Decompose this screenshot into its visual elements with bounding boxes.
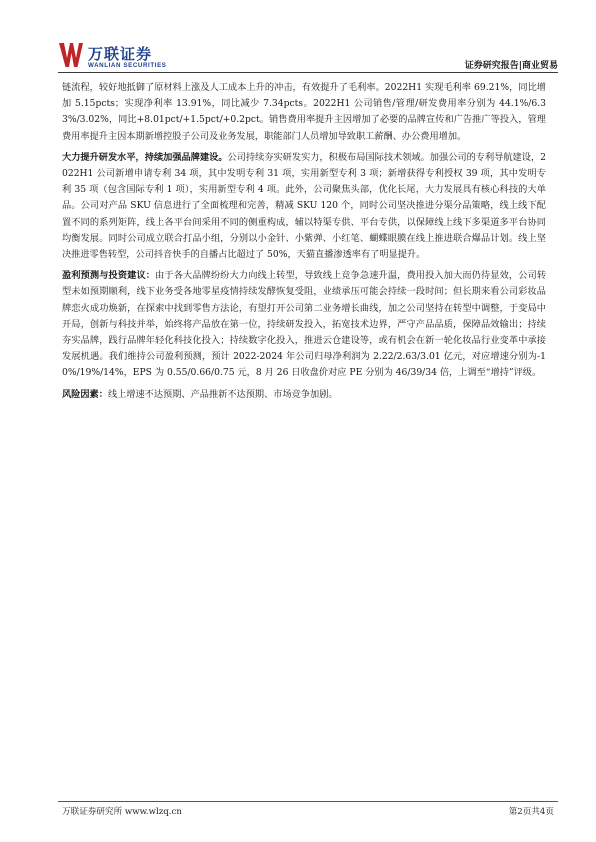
footer-divider (58, 801, 558, 802)
report-type-label: 证券研究报告|商业贸易 (464, 61, 558, 71)
paragraph-risk (62, 387, 546, 403)
page-number: 第2页共4页 (508, 807, 554, 817)
paragraph-rd-brand (62, 150, 546, 263)
header-divider (58, 72, 558, 73)
wanlian-logo-icon (58, 40, 84, 70)
logo-english-name: WANLIAN SECURITIES (88, 62, 167, 69)
paragraph-profitability (62, 80, 546, 145)
logo-chinese-name: 万联证券 (88, 45, 153, 63)
paragraph-text: 链流程，较好地抵御了原材料上涨及人工成本上升的冲击，有效提升了毛利率。2022H1 实现毛利率 69.21%，同比增加 5.15pcts；实现净利率 13.91%，同比减少 7.34pcts。2022H1 公司销售/管理/研发费用率分别为 44.1%/6.33%/3.02%，同比+8.01pct/+1.5pct/+0.2pct。销售费用率提升主因增加了必要的品牌宣传和广告推广等投入，管理费用率提升主因本期新增控股子公司及业务发展，职能部门人员增加导致职工薪酬、办公费用增加。 (62, 82, 546, 142)
paragraph-forecast (62, 268, 546, 381)
report-body (62, 80, 546, 408)
paragraph-text: 公司持续夯实研发实力，积极布局国际技术领域。加强公司的专利导航建设，2022H1 公司新增申请专利 34 项，其中发明专利 31 项，实用新型专利 3 项；新增获得专利授权 39 项，其中发明专利 35 项（包含国际专利 1 项），实用新型专利 4 项。此外，公司聚焦头部，优化长尾，大力发展具有核心科技的大单品。公司对产品 SKU 信息进行了全面梳理和完善，精减 SKU 120 个，同时公司坚决推进分渠分品策略，线上线下配置不同的系列矩阵，线上各平台间采用不同的侧重构成，辅以特渠专供、平台专供，以保障线上线下多渠道多平台协同均衡发展。同时公司成立联合打品小组，分别以小金针、小紫弹、小红笔、蝴蝶眼膜在线上推进联合爆品计划。线上坚决推进零售转型，公司抖音快手的自播占比超过了 50%，天猫直播渗透率有了明显提升。 (62, 151, 546, 261)
paragraph-text: 由于各大品牌纷纷大力向线上转型，导致线上竞争急速升温，费用投入加大而仍待显效，公司转型未如预期顺利，线下业务受各地零星疫情持续发酵恢复受阻，业绩承压可能会持续一段时间；但长期来看公司彩妆品牌恋火成功焕新，在探索中找到零售方法论，有望打开公司第二业务增长曲线，加之公司坚持在转型中调整，于变局中开局，创新与科技并举，始终将产品放在第一位，持续研发投入，拓宽技术边界，严守产品品质，保障品效输出；持续夯实品牌，践行品牌年轻化科技化投入；持续数字化投入，推进云仓建设等，或有机会在新一轮化妆品行业变革中承接发展机遇。我们维持公司盈利预测，预计 2022-2024 年公司归母净利润为 2.22/2.63/3.01 亿元，对应增速分别为-10%/19%/14%，EPS 为 0.55/0.66/0.75 元，8 月 26 日收盘价对应 PE 分别为 46/39/34 倍，上调至“增持”评级。 (62, 270, 547, 379)
paragraph-heading: 盈利预测与投资建议： (62, 270, 156, 282)
footer-source: 万联证券研究所 www.wlzq.cn (62, 807, 182, 817)
paragraph-text: 线上增速不达预期、产品推新不达预期、市场竞争加剧。 (107, 388, 338, 400)
paragraph-heading: 大力提升研发水平，持续加强品牌建设。 (62, 151, 228, 163)
paragraph-heading: 风险因素： (62, 388, 108, 400)
company-logo (58, 40, 176, 76)
